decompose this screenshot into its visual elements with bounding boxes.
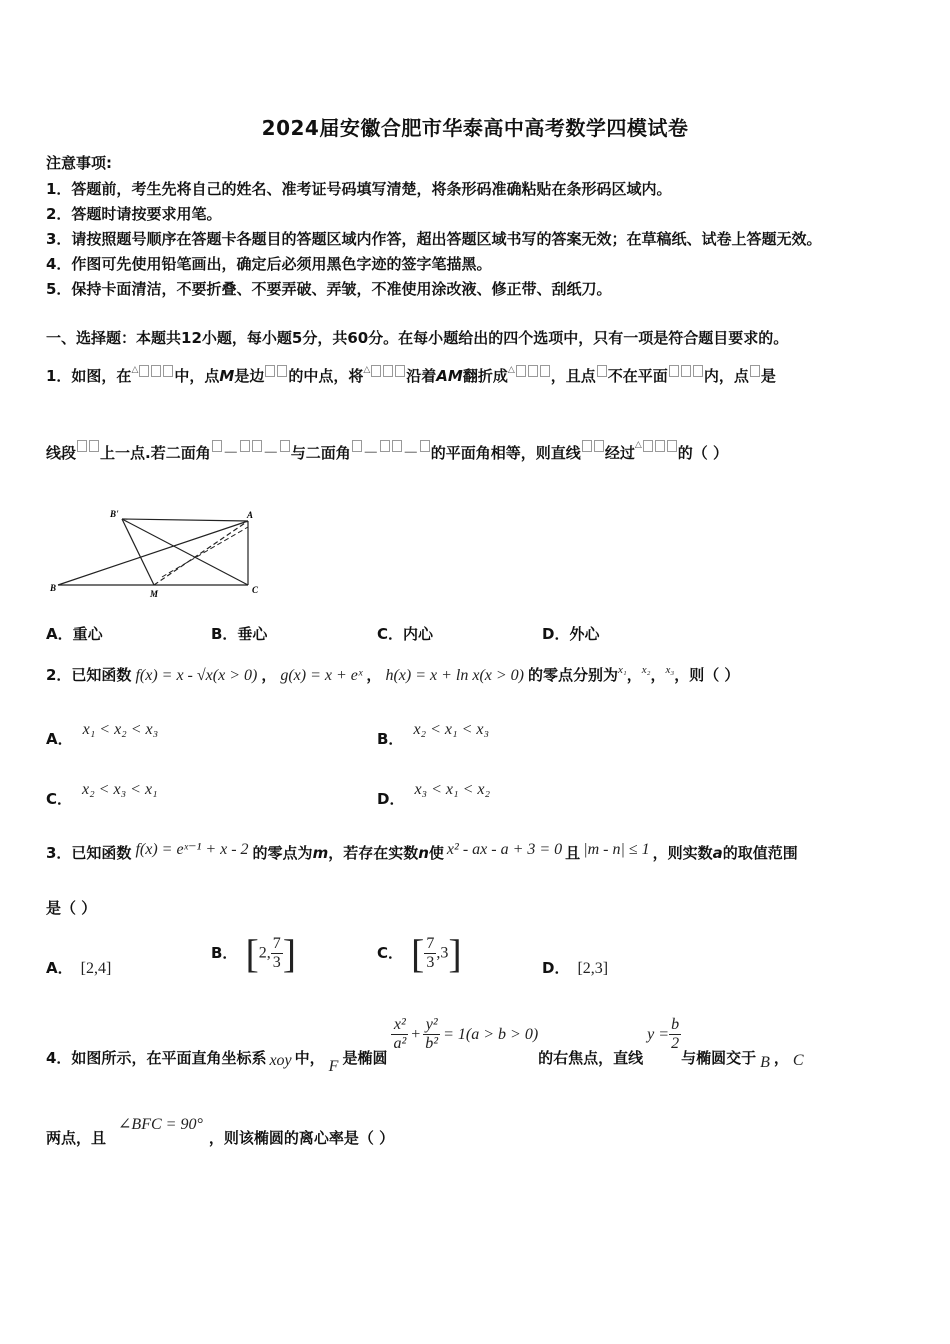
placeholder-glyph xyxy=(380,440,390,452)
placeholder-glyph xyxy=(594,440,604,452)
q3-func-f: f(x) = eˣ⁻¹ + x - 2 xyxy=(135,841,249,858)
placeholder-glyph xyxy=(277,365,287,377)
q4-line-slope: $\frac{b}{2}$ xyxy=(671,1016,680,1052)
q2-option-a[interactable]: A．x₁ < x₂ < x₃ xyxy=(46,721,159,748)
fig-edge-bp-c xyxy=(122,519,248,585)
placeholder-glyph xyxy=(240,440,250,452)
placeholder-glyph xyxy=(371,365,381,377)
placeholder-glyph xyxy=(681,365,691,377)
placeholder-glyph xyxy=(693,365,703,377)
notice-item-1: 1．答题前，考生先将自己的姓名、准考证号码填写清楚，将条形码准确粘贴在条形码区域内。 xyxy=(46,180,672,198)
placeholder-glyph xyxy=(582,440,592,452)
placeholder-glyph xyxy=(420,440,430,452)
q1-text: 1．如图，在 xyxy=(46,367,132,385)
q2-option-b[interactable]: B．x₂ < x₁ < x₃ xyxy=(377,721,490,748)
fig-edge-bp-m xyxy=(122,519,154,585)
q1-option-a[interactable]: A．重心 xyxy=(46,625,103,643)
triangle-icon: △ xyxy=(363,365,371,375)
placeholder-glyph xyxy=(265,365,275,377)
q3-stem-line-2: 是（ ） xyxy=(46,899,97,917)
placeholder-glyph xyxy=(516,365,526,377)
placeholder-glyph xyxy=(750,365,760,377)
fig-label-m: M xyxy=(150,589,159,599)
placeholder-glyph xyxy=(252,440,262,452)
placeholder-glyph xyxy=(89,440,99,452)
fig-edge-m-a2-dashed xyxy=(162,527,248,577)
section-heading: 一、选择题：本题共12小题，每小题5分，共60分。在每小题给出的四个选项中，只有一项是符合题目要求的。 xyxy=(46,329,789,347)
placeholder-glyph xyxy=(669,365,679,377)
q4-stem-line-2: 两点，且∠BFC = 90°，则该椭圆的离心率是（ ） xyxy=(46,1116,395,1147)
q2-stem: 2．已知函数 f(x) = x - √x(x > 0) ， g(x) = x + eˣ ， h(x) = x + ln x(x > 0) 的零点分别为$^{x_1}$，$^{x_2}$，$^{x_3}$，则（ ） xyxy=(46,664,740,684)
q1-option-c[interactable]: C．内心 xyxy=(377,625,434,643)
q2-option-c[interactable]: C．x₂ < x₃ < x₁ xyxy=(46,781,158,808)
placeholder-glyph xyxy=(655,440,665,452)
notice-item-4: 4．作图可先使用铅笔画出，确定后必须用黑色字迹的签字笔描黑。 xyxy=(46,255,492,273)
fig-edge-b-a xyxy=(58,521,248,585)
placeholder-glyph xyxy=(280,440,290,452)
q2-func-h: h(x) = x + ln x(x > 0) xyxy=(385,667,524,684)
q3-option-c[interactable]: C． [ $\frac{7}{3}$ ,3] xyxy=(377,931,462,976)
fig-label-bp: B' xyxy=(110,509,119,519)
placeholder-glyph xyxy=(667,440,677,452)
page-title: 2024届安徽合肥市华泰高中高考数学四模试卷 xyxy=(261,116,689,140)
q4-stem: 4．如图所示，在平面直角坐标系 xoy 中， F 是椭圆 $\frac{\text{x²}}{\text{a²}}$ + $\frac{\text{y²}}{\text{b²}}$ = 1(a > b > 0)的右焦点，直线y = $\frac{b}{2}$ 与椭圆交于 B ， C xyxy=(46,1016,804,1075)
triangle-icon: △ xyxy=(634,440,642,450)
q3-option-b[interactable]: B． [2, $\frac{7}{3}$ ] xyxy=(211,931,297,976)
fig-label-a: A xyxy=(247,510,254,520)
q3-stem: 3．已知函数 f(x) = eˣ⁻¹ + x - 2 的零点为m，若存在实数n使 x² - ax - a + 3 = 0 且 |m - n| ≤ 1 ，则实数a的取值范围 xyxy=(46,841,798,862)
q1-line-2: 线段 上一点.若二面角 － － 与二面角 － － 的平面角相等，则直线 经过△ 的（ ） xyxy=(46,440,728,462)
placeholder-glyph xyxy=(151,365,161,377)
placeholder-glyph xyxy=(77,440,87,452)
placeholder-glyph xyxy=(643,440,653,452)
q2-option-d[interactable]: D．x₃ < x₁ < x₂ xyxy=(377,781,491,808)
q3-abs: |m - n| ≤ 1 xyxy=(583,841,650,858)
fig-label-c: C xyxy=(252,585,259,595)
fig-edge-bp-a xyxy=(122,519,248,521)
triangle-icon: △ xyxy=(131,365,139,375)
placeholder-glyph xyxy=(212,440,222,452)
q1-figure xyxy=(46,505,276,605)
notice-heading: 注意事项: xyxy=(46,154,112,172)
q3-equation: x² - ax - a + 3 = 0 xyxy=(446,841,563,858)
placeholder-glyph xyxy=(528,365,538,377)
placeholder-glyph xyxy=(139,365,149,377)
fig-edge-m-a-dashed xyxy=(154,521,248,585)
placeholder-glyph xyxy=(540,365,550,377)
q4-ellipse-x-term: $\frac{\text{x²}}{\text{a²}}$ xyxy=(393,1016,407,1052)
q3-option-d[interactable]: D． [2,3] xyxy=(542,959,609,977)
notice-item-3: 3．请按照题号顺序在答题卡各题目的答题区域内作答，超出答题区域书写的答案无效；在草稿纸、试卷上答题无效。 xyxy=(46,230,822,248)
fig-label-b: B xyxy=(50,583,57,593)
placeholder-glyph xyxy=(163,365,173,377)
q1-option-d[interactable]: D．外心 xyxy=(542,625,600,643)
q4-angle: ∠BFC = 90° xyxy=(118,1116,203,1133)
q3-option-a[interactable]: A． [2,4] xyxy=(46,959,112,977)
q4-ellipse-y-term: $\frac{\text{y²}}{\text{b²}}$ xyxy=(425,1016,439,1052)
placeholder-glyph xyxy=(597,365,607,377)
q2-func-f: f(x) = x - √x(x > 0) xyxy=(135,667,258,684)
notice-item-5: 5．保持卡面清洁，不要折叠、不要弄破、弄皱，不准使用涂改液、修正带、刮纸刀。 xyxy=(46,280,612,298)
placeholder-glyph xyxy=(392,440,402,452)
placeholder-glyph xyxy=(395,365,405,377)
q1-line-1: 1．如图，在△ 中，点M是边 的中点，将△ 沿着AM翻折成△ ，且点 不在平面 内，点 是 xyxy=(46,365,776,385)
placeholder-glyph xyxy=(352,440,362,452)
q1-option-b[interactable]: B．垂心 xyxy=(211,625,268,643)
placeholder-glyph xyxy=(383,365,393,377)
triangle-icon: △ xyxy=(507,365,515,375)
notice-item-2: 2．答题时请按要求用笔。 xyxy=(46,205,222,223)
q2-func-g: g(x) = x + eˣ xyxy=(280,667,363,684)
